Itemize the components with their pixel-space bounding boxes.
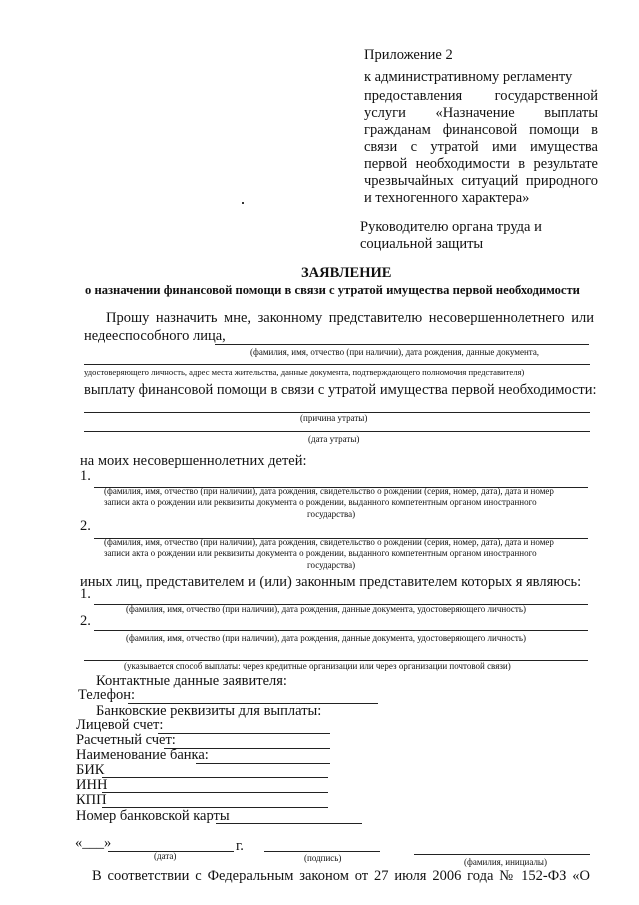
field-hint: записи акта о рождении или реквизиты документа о рождении, выданного компетентным органом иностранного bbox=[104, 497, 537, 507]
addressee-line: Руководителю органа труда и bbox=[360, 219, 542, 235]
field-hint: (фамилия, инициалы) bbox=[464, 857, 547, 867]
request-line: недееспособного лица, bbox=[84, 328, 226, 344]
field-hint: (причина утраты) bbox=[300, 413, 368, 423]
field-hint: удостоверяющего личность, адрес места жительства, данные документа, подтверждающего полномочия представителя) bbox=[84, 367, 525, 377]
other-number: 2. bbox=[80, 613, 91, 629]
appendix-line: чрезвычайных ситуаций природного bbox=[364, 173, 598, 189]
signature-field[interactable] bbox=[264, 851, 380, 852]
field-hint: государства) bbox=[307, 509, 356, 519]
field-hint: (фамилия, имя, отчество (при наличии), дата рождения, данные документа, удостоверяющего личность) bbox=[126, 633, 526, 643]
scan-dot bbox=[242, 202, 244, 204]
bank-field-label: Лицевой счет: bbox=[76, 717, 164, 733]
request-line: Прошу назначить мне, законному представителю несовершеннолетнего или bbox=[106, 310, 594, 326]
addressee-line: социальной защиты bbox=[360, 236, 484, 252]
date-field[interactable] bbox=[84, 431, 590, 432]
field-hint: (дата) bbox=[154, 851, 177, 861]
field-hint: (фамилия, имя, отчество (при наличии), дата рождения, данные документа, bbox=[250, 347, 540, 357]
field-hint: записи акта о рождении или реквизиты документа о рождении, выданного компетентным органом иностранного bbox=[104, 548, 537, 558]
appendix-line: первой необходимости в результате bbox=[364, 156, 598, 172]
bank-name-field[interactable] bbox=[196, 763, 330, 764]
bank-label: Банковские реквизиты для выплаты: bbox=[96, 703, 322, 719]
payment-line: выплату финансовой помощи в связи с утратой имущества первой необходимости: bbox=[84, 382, 597, 398]
other-field[interactable] bbox=[94, 630, 588, 631]
appendix-line: услуги «Назначение выплаты bbox=[364, 105, 598, 121]
bank-field-label: Расчетный счет: bbox=[76, 732, 176, 748]
bik-field[interactable] bbox=[102, 777, 328, 778]
applicant-field[interactable] bbox=[215, 344, 589, 345]
bank-field-label: БИК bbox=[76, 762, 105, 778]
appendix-line: к административному регламенту bbox=[364, 69, 573, 85]
bank-field-label: ИНН bbox=[76, 777, 108, 793]
applicant-field-2[interactable] bbox=[84, 364, 590, 365]
child-number: 1. bbox=[80, 468, 91, 484]
date-prefix: «___» bbox=[75, 835, 112, 851]
bank-field-label: КПП bbox=[76, 792, 107, 808]
field-hint: государства) bbox=[307, 560, 356, 570]
field-hint: (фамилия, имя, отчество (при наличии), дата рождения, свидетельство о рождении (серия, номер, дата), дата и номер bbox=[104, 486, 554, 496]
appendix-line: и техногенного характера» bbox=[364, 190, 530, 206]
field-hint: (дата утраты) bbox=[308, 434, 360, 444]
field-hint: (фамилия, имя, отчество (при наличии), дата рождения, данные документа, удостоверяющего личность) bbox=[126, 604, 526, 614]
field-hint: (указывается способ выплаты: через кредитные организации или через организации почтовой связи) bbox=[124, 661, 511, 671]
field-hint: (фамилия, имя, отчество (при наличии), дата рождения, свидетельство о рождении (серия, номер, дата), дата и номер bbox=[104, 537, 554, 547]
card-number-field[interactable] bbox=[216, 823, 362, 824]
appendix-line: предоставления государственной bbox=[364, 88, 598, 104]
inn-field[interactable] bbox=[102, 792, 328, 793]
appendix-title: Приложение 2 bbox=[364, 47, 453, 63]
document-title: ЗАЯВЛЕНИЕ bbox=[301, 265, 392, 281]
child-number: 2. bbox=[80, 518, 91, 534]
year-suffix: г. bbox=[236, 838, 244, 854]
children-label: на моих несовершеннолетних детей: bbox=[80, 453, 307, 469]
others-label: иных лиц, представителем и (или) законным представителем которых я являюсь: bbox=[80, 574, 582, 590]
bank-field-label: Номер банковской карты bbox=[76, 808, 230, 824]
account-field[interactable] bbox=[158, 733, 330, 734]
phone-label: Телефон: bbox=[78, 687, 136, 703]
document-subtitle: о назначении финансовой помощи в связи с утратой имущества первой необходимости bbox=[85, 283, 580, 297]
name-initials-field[interactable] bbox=[414, 854, 590, 855]
appendix-line: связи с утратой ими имущества bbox=[364, 139, 598, 155]
other-number: 1. bbox=[80, 586, 91, 602]
contacts-label: Контактные данные заявителя: bbox=[96, 673, 287, 689]
field-hint: (подпись) bbox=[304, 853, 342, 863]
bank-field-label: Наименование банка: bbox=[76, 747, 209, 763]
appendix-line: гражданам финансовой помощи в bbox=[364, 122, 598, 138]
footer-line: В соответствии с Федеральным законом от 27 июля 2006 года № 152-ФЗ «О bbox=[92, 868, 590, 884]
